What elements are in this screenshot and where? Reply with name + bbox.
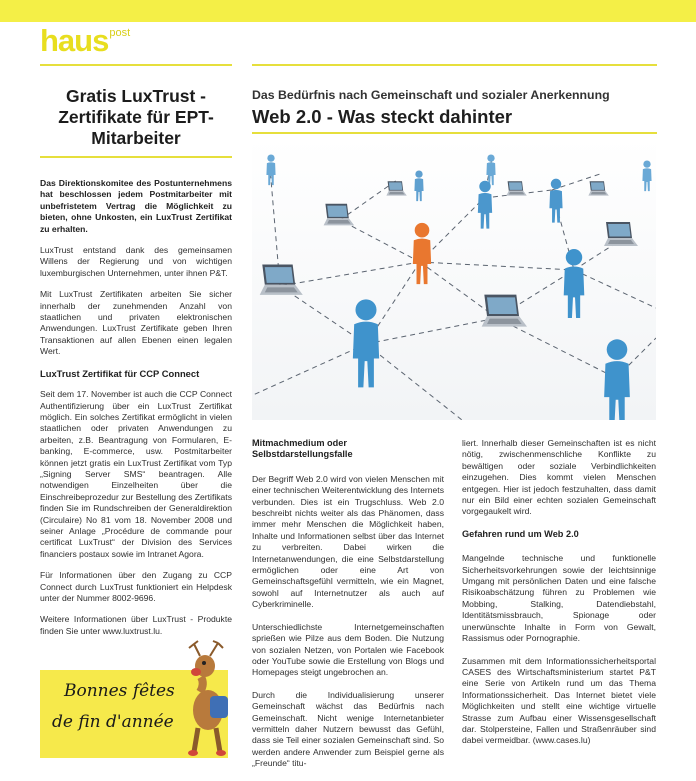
- magazine-logo: [40, 24, 130, 58]
- luxtrust-article: [40, 86, 232, 647]
- article-paragraph: Unterschiedlichste Internetgemeinschaften sprießen wie Pilze aus dem Boden. Die Nutzung von sozialen Netzen, von Portalen wie Facebook oder YouTube sowie die Erstellung von Blogs und Homepages steigt ungebrochen an.: [252, 621, 444, 678]
- logo-sup-text: post: [109, 27, 131, 39]
- reindeer-icon: [180, 640, 236, 758]
- greeting-line-1: Bonnes fêtes: [64, 681, 175, 701]
- left-top-rule: [40, 64, 232, 66]
- top-color-band: [0, 0, 696, 22]
- article-paragraph: Zusammen mit dem Informationssicherheitsportal CASES des Wirtschaftsministerium startet P&T eine Serie von Artikeln rund um das Thema Informationssicherheit. Das Internet bietet viele Möglichkeiten und stellt eine wichtige virtuelle Strasse zum Aufbau einer Wissensgesellschaft dar. Stolpersteine, Fallen und Straßenräuber sind dabei vermeidbar. (www.cases.lu): [462, 655, 656, 746]
- luxtrust-paragraph: Für Informationen über den Zugang zu CCP Connect durch LuxTrust funktioniert ein Helpdesk unter der Nummer 8002-9696.: [40, 570, 232, 603]
- article-subhead: Mitmachmedium oder Selbstdarstellungsfalle: [252, 438, 353, 460]
- article-paragraph: Mangelnde technische und funktionelle Sicherheitsvorkehrungen sowie der leichtsinnige Umgang mit persönlichen Daten und eine falsche Risikoabschätzung führen zu Problemen wie Mobbing, Stalking, Datendiebstahl, Identitätsmissbrauch, Spionage oder unerwünschte Inhalte in Form von Gewalt, Rassismus oder Pornographie.: [462, 553, 656, 644]
- article-paragraph: Der Begriff Web 2.0 wird von vielen Menschen mit einer technischen Weiterentwicklung des Internets verbunden. Dies ist ein Trugschluss. Web 2.0 beschreibt nichts weiter als das Phänomen, dass immer mehr Menschen die Möglichkeit haben, Inhalte und Informationen selbst über das Internet zu verbreiten. Dabei wirken die Internetanwendungen, die eine Selbstdarstellung ermöglichen oder eine Art von Gemeinschaftsgefühl vermitteln, wie ein Magnet, sowohl auf Internetnutzer als auch auf Cyberkriminelle.: [252, 473, 444, 610]
- season-greeting: [40, 640, 228, 758]
- logo-main-text: haus: [40, 23, 109, 58]
- article-column-1: [252, 438, 444, 781]
- article-paragraph: Durch die Individualisierung unserer Gemeinschaft wächst das Bedürfnis nach Gemeinschaft. Nicht wenige Internetanbieter vermitteln daher Nutzern bewusst das Gefühl, dass sie Teil einer sozialen Gemeinschaft sind. So werden andere Anwender zum Beispiel gerne als „Freunde“ titu-: [252, 689, 444, 769]
- article-column-2: [462, 438, 656, 758]
- luxtrust-title: Gratis LuxTrust - Zertifikate für EPT-Mitarbeiter: [58, 86, 214, 148]
- luxtrust-paragraph: LuxTrust entstand dank des gemeinsamen Willens der Regierung und von wichtigen luxemburgischen Unternehmen, unter ihnen P&T.: [40, 245, 232, 278]
- luxtrust-paragraph: Weitere Informationen über LuxTrust - Produkte finden Sie unter www.luxtrust.lu.: [40, 614, 232, 636]
- article-kicker: Das Bedürfnis nach Gemeinschaft und sozialer Anerkennung: [252, 88, 610, 102]
- luxtrust-subhead: LuxTrust Zertifikat für CCP Connect: [40, 367, 200, 379]
- luxtrust-lead: Das Direktionskomitee des Postunternehmens hat beschlossen jedem Postmitarbeiter mit unbefristetem Vertrag die Möglichkeit zu bieten, ohne Unkosten, ein LuxTrust Zertifikat zu erhalten.: [40, 178, 232, 234]
- article-subhead: Gefahren rund um Web 2.0: [462, 528, 579, 539]
- headline-rule: [252, 132, 657, 134]
- article-headline: Web 2.0 - Was steckt dahinter: [252, 106, 513, 127]
- right-top-rule: [252, 64, 657, 66]
- luxtrust-paragraph: Seit dem 17. November ist auch die CCP Connect Authentifizierung über ein LuxTrust Zertifikat möglich. Ein solches Zertifikat ermöglicht in vielen staatlichen oder privaten Anwendungen zu arbeiten, z.B. Beantragung von Formularen, E-banking, E-commerce, usw. Postmitarbeiter können jetzt gratis ein LuxTrust Zertifikat vom Typ „Signing Server SMS“ beantragen. Alle notwendigen Einzelheiten über die Einschreibeprozedur zur Bestellung des Zertifikats finden Sie im Rundschreiben der Generaldirektion (Circulaire) No 81 vom 18. November 2008 und seiner Anlage „Procédure de commande pour certificat LuxTrust“ der Division des Services financiers postaux sowie im Intranet Agora.: [40, 389, 232, 559]
- greeting-line-2: de fin d'année: [52, 712, 174, 732]
- network-illustration: [252, 138, 656, 420]
- article-paragraph: liert. Innerhalb dieser Gemeinschaften ist es nicht nötig, zwischenmenschliche Konflikte zu bewältigen oder soziale Verbindlichkeiten einzugehen. Dies kommt vielen Menschen entgegen. Hier ist jedoch festzuhalten, dass damit nur ein Bild einer echten sozialen Gemeinschaft vorgegaukelt wird.: [462, 438, 656, 517]
- luxtrust-paragraph: Mit LuxTrust Zertifikaten arbeiten Sie sicher innerhalb der zunehmenden Anzahl von staatlichen und privaten elektronischen Anwendungen. LuxTrust Zertifikate geben Ihren Transaktionen auf allen Ebenen einen legalen Wert.: [40, 289, 232, 357]
